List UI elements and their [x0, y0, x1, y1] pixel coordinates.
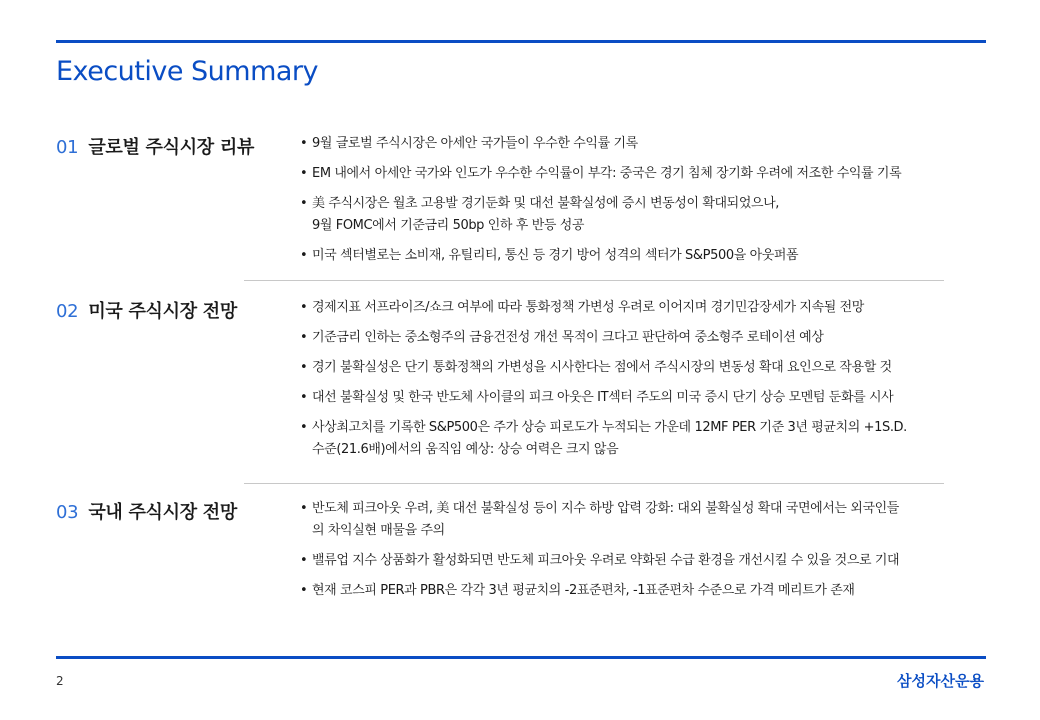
bullet-list: [300, 498, 1004, 610]
bullet-text: EM 내에서 아세안 국가와 인도가 우수한 수익률이 부각: 중국은 경기 침체 장기화 우려에 저조한 수익률 기록: [312, 166, 902, 181]
bullet-list: [300, 297, 1004, 469]
bullet-text: 의 차익실현 매물을 주의: [312, 523, 445, 538]
bullet-text: 대선 불확실성 및 한국 반도체 사이클의 피크 아웃은 IT섹터 주도의 미국 증시 단기 상승 모멘텀 둔화를 시사: [312, 390, 894, 405]
bullet-item: [300, 193, 1004, 237]
bullet-item: [300, 297, 1004, 319]
section-divider: [244, 280, 944, 281]
bullet-item: [300, 357, 1004, 379]
section-heading: [56, 297, 237, 323]
section-title: 글로벌 주식시장 리뷰: [88, 137, 255, 158]
brand-logo: 삼성자산운용: [897, 672, 984, 690]
bullet-item: [300, 327, 1004, 349]
section-heading: [56, 498, 237, 524]
section-divider: [244, 483, 944, 484]
bullet-text: 미국 섹터별로는 소비재, 유틸리티, 통신 등 경기 방어 성격의 섹터가 S&P500을 아웃퍼폼: [312, 248, 799, 263]
bullet-text: 밸류업 지수 상품화가 활성화되면 반도체 피크아웃 우려로 약화된 수급 환경을 개선시킬 수 있을 것으로 기대: [312, 553, 900, 568]
section-number: 02: [56, 301, 79, 322]
page-number: 2: [56, 674, 64, 688]
page-title: Executive Summary: [56, 56, 319, 87]
bullet-item: [300, 417, 1004, 461]
top-rule: [56, 40, 986, 43]
section-number: 01: [56, 137, 79, 158]
bullet-item: [300, 387, 1004, 409]
section-title: 국내 주식시장 전망: [88, 502, 237, 523]
bullet-text: 경제지표 서프라이즈/쇼크 여부에 따라 통화정책 가변성 우려로 이어지며 경기민감장세가 지속될 전망: [312, 300, 864, 315]
bullet-text: 기준금리 인하는 중소형주의 금융건전성 개선 목적이 크다고 판단하여 중소형주 로테이션 예상: [312, 330, 824, 345]
section-heading: [56, 133, 254, 159]
section-number: 03: [56, 502, 79, 523]
bullet-text: 반도체 피크아웃 우려, 美 대선 불확실성 등이 지수 하방 압력 강화: 대외 불확실성 확대 국면에서는 외국인들: [312, 501, 899, 516]
bullet-item: [300, 245, 1004, 267]
bullet-item: [300, 498, 1004, 542]
bullet-text: 현재 코스피 PER과 PBR은 각각 3년 평균치의 -2표준편차, -1표준편차 수준으로 가격 메리트가 존재: [312, 583, 855, 598]
bullet-text: 美 주식시장은 월초 고용발 경기둔화 및 대선 불확실성에 증시 변동성이 확대되었으나,: [312, 196, 780, 211]
bullet-item: [300, 550, 1004, 572]
bullet-item: [300, 580, 1004, 602]
bottom-rule: [56, 656, 986, 659]
bullet-item: [300, 163, 1004, 185]
section-title: 미국 주식시장 전망: [88, 301, 237, 322]
bullet-text: 9월 글로벌 주식시장은 아세안 국가들이 우수한 수익률 기록: [312, 136, 638, 151]
bullet-text: 수준(21.6배)에서의 움직임 예상: 상승 여력은 크지 않음: [312, 442, 619, 457]
bullet-item: [300, 133, 1004, 155]
bullet-list: [300, 133, 1004, 275]
bullet-text: 경기 불확실성은 단기 통화정책의 가변성을 시사한다는 점에서 주식시장의 변동성 확대 요인으로 작용할 것: [312, 360, 892, 375]
bullet-text: 사상최고치를 기록한 S&P500은 주가 상승 피로도가 누적되는 가운데 12MF PER 기준 3년 평균치의 +1S.D.: [312, 420, 907, 435]
bullet-text: 9월 FOMC에서 기준금리 50bp 인하 후 반등 성공: [312, 218, 585, 233]
